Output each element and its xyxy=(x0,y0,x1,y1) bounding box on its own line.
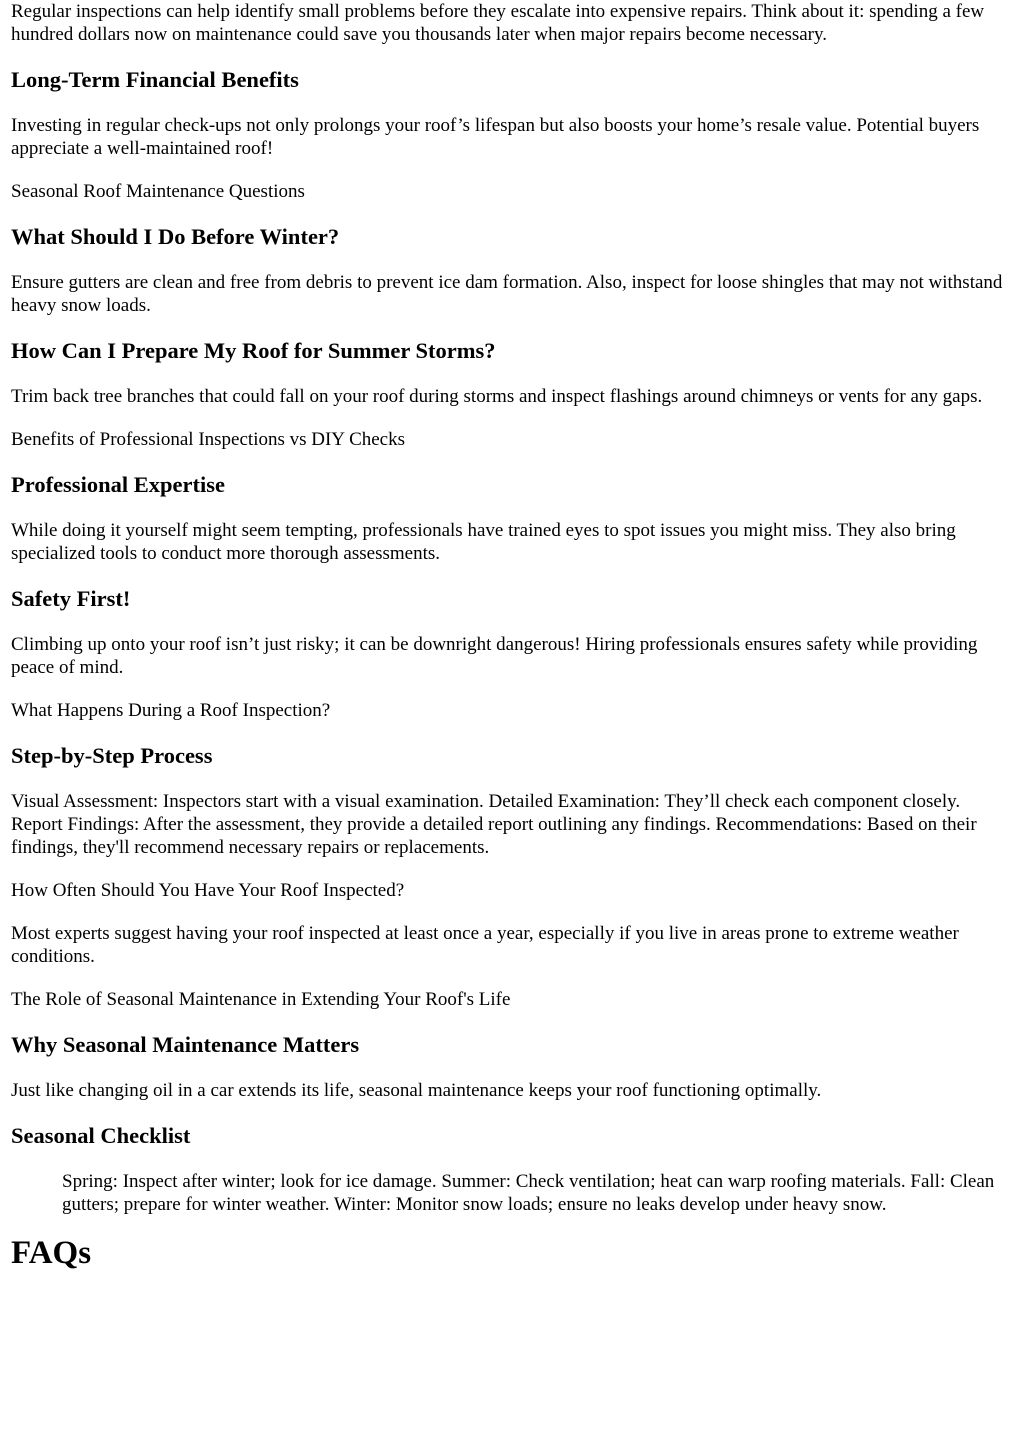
intro-paragraph: Regular inspections can help identify small problems before they escalate into expensive repairs. Think about it: spending a few hundred dollars now on maintenance could save you thousands later when major repairs become necessary. xyxy=(11,1,985,45)
paragraph-why-seasonal-maintenance: Just like changing oil in a car extends its life, seasonal maintenance keeps your roof functioning optimally. xyxy=(11,1080,822,1101)
paragraph-how-often: Most experts suggest having your roof inspected at least once a year, especially if you live in areas prone to extreme weather conditions. xyxy=(11,923,959,967)
paragraph-step-by-step: Visual Assessment: Inspectors start with a visual examination. Detailed Examination: They’ll check each component closely. Report Findings: After the assessment, they provide a detailed report outlining any findings. Recommendations: Based on their findings, they'll recommend necessary repairs or replacements. xyxy=(11,791,977,858)
section-title-how-often: How Often Should You Have Your Roof Inspected? xyxy=(11,880,405,901)
heading-before-winter: What Should I Do Before Winter? xyxy=(11,224,340,249)
seasonal-checklist-quote: Spring: Inspect after winter; look for ice damage. Summer: Check ventilation; heat can warp roofing materials. Fall: Clean gutters; prepare for winter weather. Winter: Monitor snow loads; ensure no leaks develop under heavy snow. xyxy=(62,1171,995,1215)
paragraph-professional-expertise: While doing it yourself might seem tempting, professionals have trained eyes to spot issues you might miss. They also bring specialized tools to conduct more thorough assessments. xyxy=(11,520,956,564)
heading-long-term-financial-benefits: Long-Term Financial Benefits xyxy=(11,67,299,92)
heading-faqs: FAQs xyxy=(11,1235,92,1271)
paragraph-financial-benefits: Investing in regular check-ups not only prolongs your roof’s lifespan but also boosts your home’s resale value. Potential buyers appreciate a well-maintained roof! xyxy=(11,115,980,159)
heading-summer-storms: How Can I Prepare My Roof for Summer Storms? xyxy=(11,338,496,363)
section-title-role-of-seasonal-maintenance: The Role of Seasonal Maintenance in Extending Your Roof's Life xyxy=(11,989,511,1010)
heading-safety-first: Safety First! xyxy=(11,586,131,611)
paragraph-before-winter: Ensure gutters are clean and free from debris to prevent ice dam formation. Also, inspect for loose shingles that may not withstand heavy snow loads. xyxy=(11,272,1003,316)
paragraph-summer-storms: Trim back tree branches that could fall on your roof during storms and inspect flashings around chimneys or vents for any gaps. xyxy=(11,386,983,407)
section-title-seasonal-questions: Seasonal Roof Maintenance Questions xyxy=(11,181,305,202)
heading-step-by-step: Step-by-Step Process xyxy=(11,743,213,768)
paragraph-safety-first: Climbing up onto your roof isn’t just risky; it can be downright dangerous! Hiring professionals ensures safety while providing peace of mind. xyxy=(11,634,978,678)
section-title-professional-vs-diy: Benefits of Professional Inspections vs DIY Checks xyxy=(11,429,406,450)
section-title-roof-inspection: What Happens During a Roof Inspection? xyxy=(11,700,331,721)
heading-seasonal-checklist: Seasonal Checklist xyxy=(11,1123,191,1148)
heading-why-seasonal-maintenance: Why Seasonal Maintenance Matters xyxy=(11,1032,360,1057)
heading-professional-expertise: Professional Expertise xyxy=(11,472,225,497)
